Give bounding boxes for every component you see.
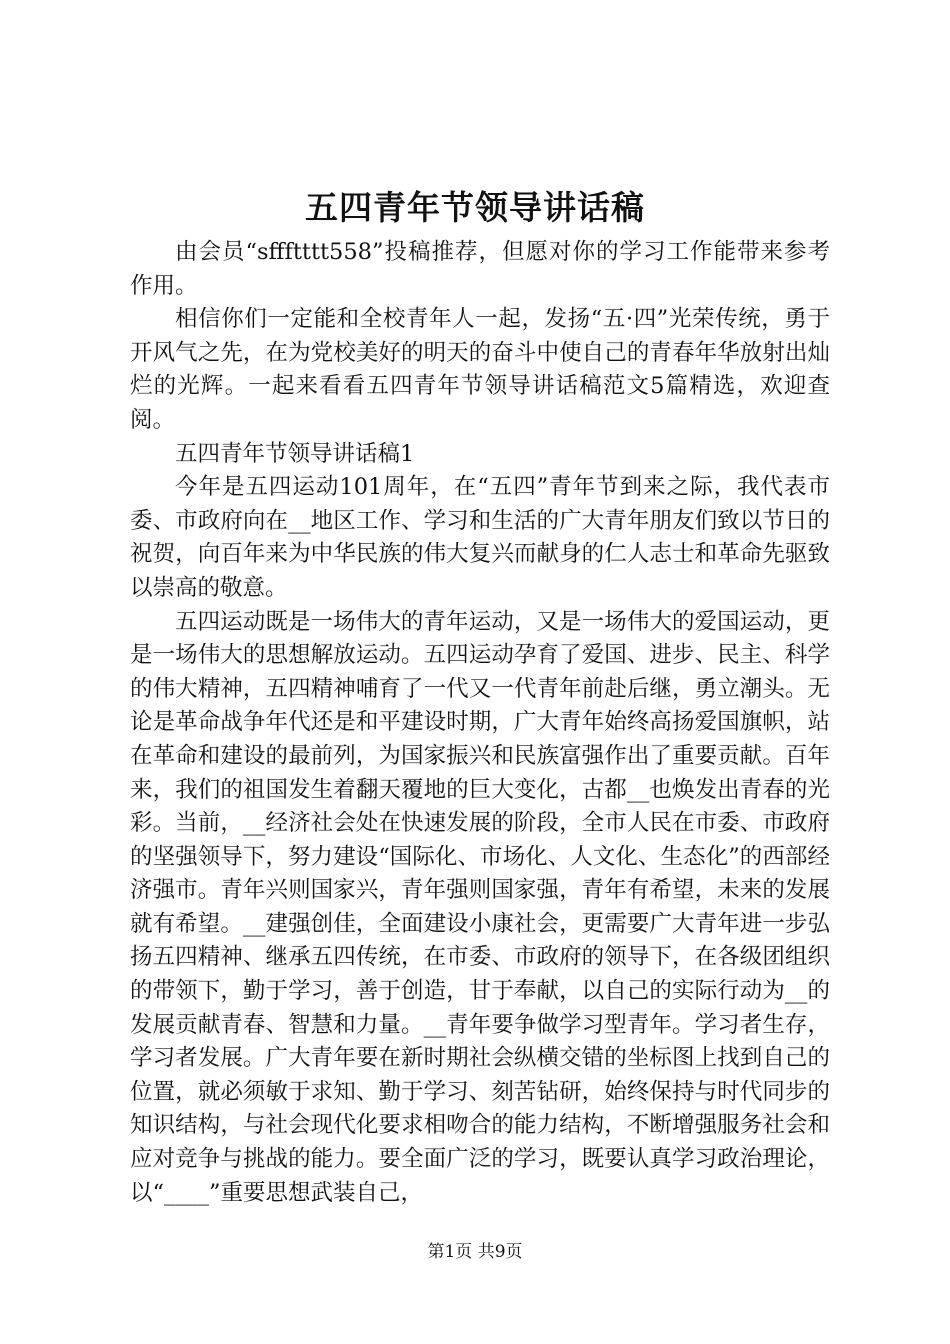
page-number-footer: 第1页 共9页 [427, 1242, 523, 1262]
speech-paragraph: 五四运动既是一场伟大的青年运动，又是一场伟大的爱国运动，更是一场伟大的思想解放运动。五四运动孕育了爱国、进步、民主、科学的伟大精神，五四精神哺育了一代又一代青年前赴后继，勇立潮头。无论是革命战争年代还是和平建设时期，广大青年始终高扬爱国旗帜，站在革命和建设的最前列，为国家振兴和民族富强作出了重要贡献。百年来，我们的祖国发生着翻天覆地的巨大变化，古都__也焕发出青春的光彩。当前，__经济社会处在快速发展的阶段，全市人民在市委、市政府的坚强领导下，努力建设“国际化、市场化、人文化、生态化”的西部经济强市。青年兴则国家兴，青年强则国家强，青年有希望，未来的发展就有希望。__建强创佳，全面建设小康社会，更需要广大青年进一步弘扬五四精神、继承五四传统，在市委、市政府的领导下，在各级团组织的带领下，勤于学习，善于创造，甘于奉献，以自己的实际行动为__的发展贡献青春、智慧和力量。__青年要争做学习型青年。学习者生存，学习者发展。广大青年要在新时期社会纵横交错的坐标图上找到自己的位置，就必须敏于求知、勤于学习、刻苦钻研，始终保持与时代同步的知识结构，与社会现代化要求相吻合的能力结构，不断增强服务社会和应对竞争与挑战的能力。要全面广泛的学习，既要认真学习政治理论，以“____”重要思想武装自己， [130, 608, 830, 1206]
document-body [130, 236, 830, 1210]
section-heading: 五四青年节领导讲话稿1 [175, 440, 415, 467]
document-title: 五四青年节领导讲话稿 [305, 188, 645, 227]
intro-paragraph: 由会员“sffftttt558”投稿推荐，但愿对你的学习工作能带来参考作用。 [130, 239, 830, 299]
speech-paragraph: 今年是五四运动101周年，在“五四”青年节到来之际，我代表市委、市政府向在__地区工作、学习和生活的广大青年朋友们致以节日的祝贺，向百年来为中华民族的伟大复兴而献身的仁人志士和革命先驱致以崇高的敬意。 [130, 474, 830, 601]
summary-paragraph: 相信你们一定能和全校青年人一起，发扬“五·四”光荣传统，勇于开风气之先，在为党校美好的明天的奋斗中使自己的青春年华放射出灿烂的光辉。一起来看看五四青年节领导讲话稿范文5篇精选，欢迎查阅。 [130, 306, 830, 433]
